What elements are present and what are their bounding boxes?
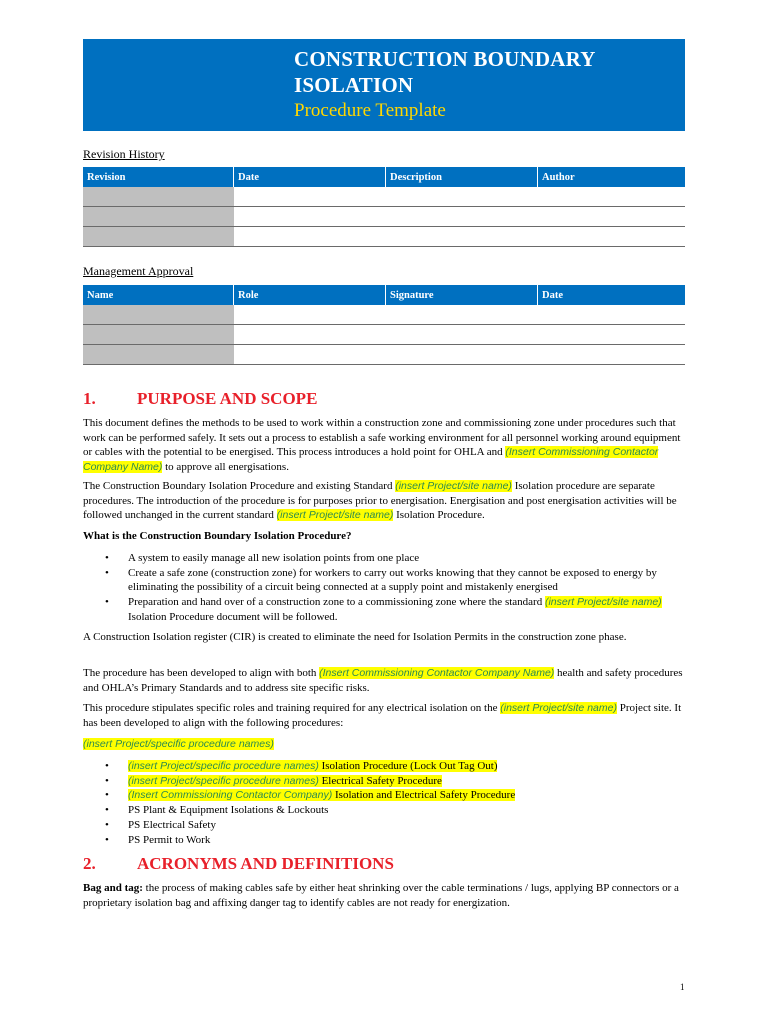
placeholder-procedure-names: (insert Project/specific procedure names) xyxy=(83,738,274,750)
table-row xyxy=(83,325,685,345)
table-cell[interactable] xyxy=(83,187,234,207)
roles-paragraph xyxy=(83,701,689,730)
list-item xyxy=(83,774,683,789)
list-item: • PS Plant & Equipment Isolations & Lockouts xyxy=(83,803,683,818)
table-cell[interactable] xyxy=(83,227,234,247)
paragraph-text: to approve all energisations. xyxy=(165,461,289,474)
table-cell[interactable] xyxy=(234,207,686,227)
placeholder-procedure-names: (insert Project/specific procedure names) xyxy=(128,774,319,787)
revision-history-label: Revision History xyxy=(83,147,165,161)
paragraph-text: health and safety procedures and OHLA’s Primary Standards and to address site specific risks. xyxy=(83,667,683,694)
list-item-text: Preparation and hand over of a construction zone to a commissioning zone where the standard xyxy=(128,596,543,609)
placeholder-commissioning-company: (Insert Commissioning Contactor Company Name) xyxy=(83,446,659,474)
table-cell[interactable] xyxy=(234,187,686,207)
table-cell[interactable] xyxy=(234,325,686,345)
question-heading: What is the Construction Boundary Isolation Procedure? xyxy=(83,530,352,542)
col-signature: Signature xyxy=(386,285,538,305)
purpose-paragraph-1 xyxy=(83,416,689,475)
placeholder-procedure-names: (insert Project/specific procedure names) xyxy=(128,760,319,772)
list-item-text: Isolation Procedure document will be followed. xyxy=(128,610,338,623)
col-date: Date xyxy=(234,167,386,187)
table-row xyxy=(83,187,685,207)
table-row xyxy=(83,207,685,227)
highlighted-item xyxy=(128,760,497,772)
placeholder-project-site: (insert Project/site name) xyxy=(276,509,394,522)
definition-term: Bag and tag: xyxy=(83,882,143,894)
col-role: Role xyxy=(234,285,386,305)
table-row xyxy=(83,345,685,365)
col-date: Date xyxy=(538,285,686,305)
highlighted-item xyxy=(128,789,515,801)
paragraph-text: Project site. It has been developed to align with the following procedures: xyxy=(83,702,682,729)
paragraph-text: This document defines the methods to be used to work within a construction zone and commissioning zone under procedures such that work can be performed safely. It sets out a process to establish a safe working environment for all personnel working around equipment or cables with the potential to be energised. This process introduces a hold point for OHLA and xyxy=(83,417,681,459)
table-cell[interactable] xyxy=(234,227,686,247)
purpose-paragraph-2 xyxy=(83,479,689,523)
table-row xyxy=(83,305,685,325)
highlighted-item xyxy=(128,775,442,787)
definition-paragraph xyxy=(83,881,689,910)
title-line-1: CONSTRUCTION BOUNDARY xyxy=(294,47,596,71)
revision-history-table xyxy=(83,167,685,247)
table-cell[interactable] xyxy=(234,345,686,365)
title-line-2: ISOLATION xyxy=(294,73,414,97)
paragraph-text: This procedure stipulates specific roles and training required for any electrical isolation on the xyxy=(83,702,498,714)
paragraph-text: The procedure has been developed to align with both xyxy=(83,667,317,679)
placeholder-commissioning-company: (Insert Commissioning Contactor Company) xyxy=(128,789,333,802)
procedures-list xyxy=(83,759,683,847)
table-cell[interactable] xyxy=(83,325,234,345)
title-banner xyxy=(83,39,685,131)
definition-text: the process of making cables safe by either heat shrinking over the cable terminations / lugs, applying BP connectors or a proprietary isolation bag and affixing danger tag to identify cables are not ready for energization. xyxy=(83,882,679,909)
procedure-name: Isolation and Electrical Safety Procedure xyxy=(335,789,516,802)
management-approval-table xyxy=(83,285,685,365)
definition-bullet-list xyxy=(83,551,683,625)
col-author: Author xyxy=(538,167,686,187)
col-description: Description xyxy=(386,167,538,187)
list-item xyxy=(83,595,683,624)
col-revision: Revision xyxy=(83,167,234,187)
list-item xyxy=(83,759,683,774)
table-cell[interactable] xyxy=(83,345,234,365)
procedure-name: Isolation Procedure (Lock Out Tag Out) xyxy=(321,760,498,772)
table-row xyxy=(83,227,685,247)
paragraph-text: Isolation procedure are separate procedures. The introduction of the procedure is for purposes prior to energisation. Energisation and post energisation activities will be followed unchanged in the current standard xyxy=(83,480,677,522)
section-2-number: 2. xyxy=(83,854,96,873)
table-cell[interactable] xyxy=(234,305,686,325)
col-name: Name xyxy=(83,285,234,305)
document-subtitle: Procedure Template xyxy=(294,100,446,121)
paragraph-text: Isolation Procedure. xyxy=(396,509,485,522)
section-2-heading xyxy=(83,854,394,874)
procedure-names-placeholder xyxy=(83,737,689,752)
section-1-number: 1. xyxy=(83,389,96,408)
document-title xyxy=(294,46,596,98)
section-1-heading xyxy=(83,389,317,409)
placeholder-project-site: (insert Project/site name) xyxy=(395,480,512,492)
procedure-name: Electrical Safety Procedure xyxy=(321,774,442,787)
management-approval-label: Management Approval xyxy=(83,264,194,278)
list-item: • PS Electrical Safety xyxy=(83,818,683,833)
placeholder-project-site: (insert Project/site name) xyxy=(500,702,617,714)
placeholder-commissioning-company: (Insert Commissioning Contactor Company Name) xyxy=(319,667,555,679)
page-number: 1 xyxy=(680,982,685,992)
list-item xyxy=(83,788,683,803)
section-1-title: PURPOSE AND SCOPE xyxy=(137,389,318,408)
paragraph-text: The Construction Boundary Isolation Procedure and existing Standard xyxy=(83,480,393,492)
table-cell[interactable] xyxy=(83,207,234,227)
list-item: • Create a safe zone (construction zone) for workers to carry out works knowing that they cannot be exposed to energy by eliminating the possibility of a circuit being connected at a supply point and mistakenly energised xyxy=(83,566,683,595)
table-cell[interactable] xyxy=(83,305,234,325)
list-item: • PS Permit to Work xyxy=(83,833,683,848)
alignment-paragraph xyxy=(83,666,689,695)
cir-paragraph: A Construction Isolation register (CIR) is created to eliminate the need for Isolation Permits in the construction zone phase. xyxy=(83,631,627,643)
section-2-title: ACRONYMS AND DEFINITIONS xyxy=(137,854,394,873)
placeholder-project-site: (insert Project/site name) xyxy=(544,596,662,609)
list-item: • A system to easily manage all new isolation points from one place xyxy=(83,551,683,566)
